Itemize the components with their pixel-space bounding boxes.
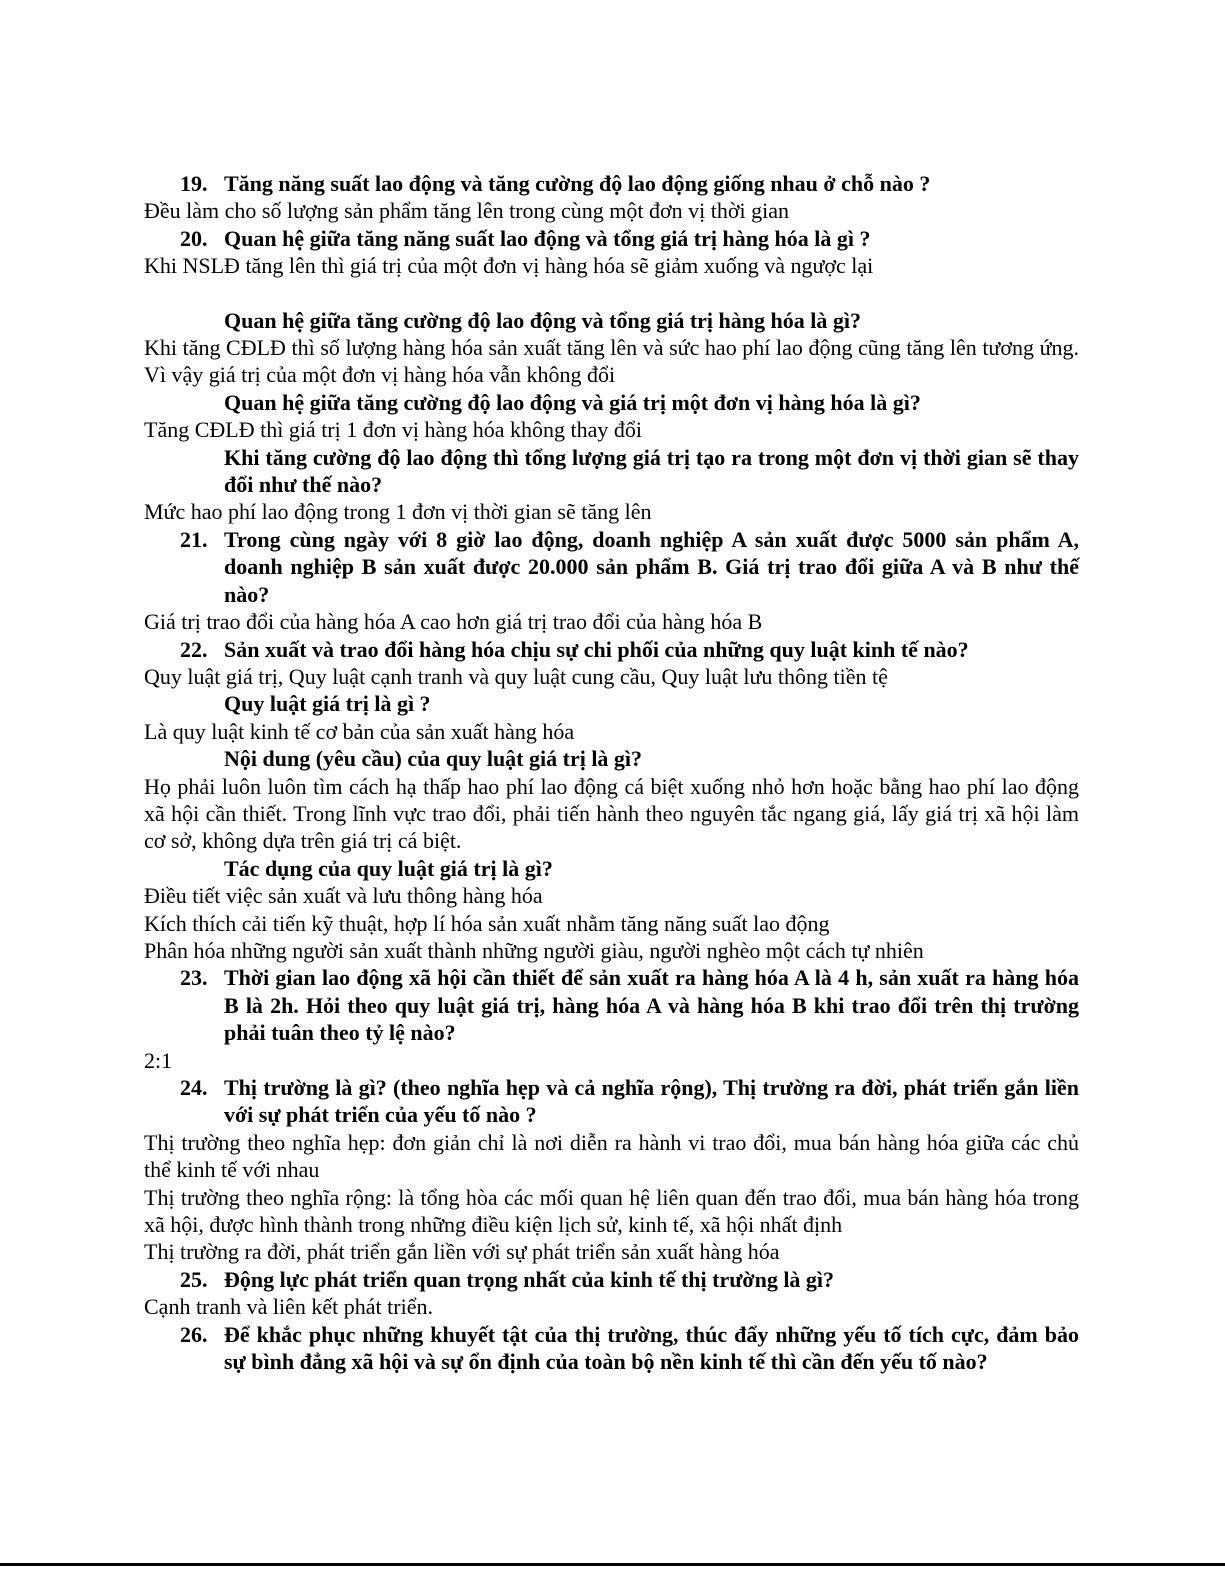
blank-line xyxy=(144,280,1079,307)
answer xyxy=(144,773,1079,855)
question xyxy=(144,389,1079,416)
question-text: Tăng năng suất lao động và tăng cường độ lao động giống nhau ở chỗ nào ? xyxy=(224,171,931,196)
answer-text: Mức hao phí lao động trong 1 đơn vị thời gian sẽ tăng lên xyxy=(144,499,652,525)
answer xyxy=(144,197,1079,224)
question-number: 19. xyxy=(180,171,208,196)
question xyxy=(144,1266,1079,1293)
answer xyxy=(144,334,1079,389)
question xyxy=(144,444,1079,499)
answer xyxy=(144,498,1079,525)
answer xyxy=(144,416,1079,443)
question-text: Để khắc phục những khuyết tật của thị trường, thúc đẩy những yếu tố tích cực, đảm bảo sự bình đẳng xã hội và sự ổn định của toàn bộ nền kinh tế thì cần đến yếu tố nào? xyxy=(224,1321,1079,1375)
question-text: Quy luật giá trị là gì ? xyxy=(224,691,431,717)
question-text: Quan hệ giữa tăng năng suất lao động và tổng giá trị hàng hóa là gì ? xyxy=(224,225,871,251)
question xyxy=(144,745,1079,772)
question xyxy=(144,1321,1079,1376)
question-text: Quan hệ giữa tăng cường độ lao động và giá trị một đơn vị hàng hóa là gì? xyxy=(224,389,921,415)
question-text: Tác dụng của quy luật giá trị là gì? xyxy=(224,855,553,881)
question-text: Thời gian lao động xã hội cần thiết để sản xuất ra hàng hóa A là 4 h, sản xuất ra hàng hóa B là 2h. Hỏi theo quy luật giá trị, hàng hóa A và hàng hóa B khi trao đổi trên thị trường phải tuân theo tỷ lệ nào? xyxy=(224,965,1079,1046)
answer-text: Quy luật giá trị, Quy luật cạnh tranh và quy luật cung cầu, Quy luật lưu thông tiền tệ xyxy=(144,663,888,689)
question-number: 20. xyxy=(180,225,208,251)
answer xyxy=(144,608,1079,635)
question-number: 23. xyxy=(180,965,208,991)
question-text: Động lực phát triển quan trọng nhất của kinh tế thị trường là gì? xyxy=(224,1266,835,1292)
question xyxy=(144,636,1079,663)
question xyxy=(144,526,1079,608)
question-number: 26. xyxy=(180,1321,208,1347)
question-number: 22. xyxy=(180,636,208,662)
answer xyxy=(144,1129,1079,1184)
answer xyxy=(144,937,1079,964)
answer xyxy=(144,882,1079,909)
answer-text: Là quy luật kinh tế cơ bản của sản xuất hàng hóa xyxy=(144,718,575,744)
question xyxy=(144,1074,1079,1129)
answer-text: Kích thích cải tiến kỹ thuật, hợp lí hóa sản xuất nhằm tăng năng suất lao động xyxy=(144,910,830,936)
answer xyxy=(144,1047,1079,1074)
answer-text: Khi NSLĐ tăng lên thì giá trị của một đơn vị hàng hóa sẽ giảm xuống và ngược lại xyxy=(144,253,874,279)
question-text: Thị trường là gì? (theo nghĩa hẹp và cả nghĩa rộng), Thị trường ra đời, phát triển gắn liền với sự phát triển của yếu tố nào ? xyxy=(224,1075,1079,1128)
answer xyxy=(144,1184,1079,1239)
answer xyxy=(144,663,1079,690)
question-number: 25. xyxy=(180,1266,208,1292)
question xyxy=(144,307,1079,334)
answer-text: Đều làm cho số lượng sản phẩm tăng lên trong cùng một đơn vị thời gian xyxy=(144,198,790,224)
answer xyxy=(144,910,1079,937)
question-text: Sản xuất và trao đổi hàng hóa chịu sự chi phối của những quy luật kinh tế nào? xyxy=(224,636,969,662)
question-number: 24. xyxy=(180,1075,208,1100)
answer-text: Giá trị trao đổi của hàng hóa A cao hơn giá trị trao đổi của hàng hóa B xyxy=(144,609,763,635)
question xyxy=(144,964,1079,1046)
answer-text: Phân hóa những người sản xuất thành những người giàu, người nghèo một cách tự nhiên xyxy=(144,937,924,963)
page-bottom-rule xyxy=(0,1563,1225,1566)
answer-text: Điều tiết việc sản xuất và lưu thông hàng hóa xyxy=(144,883,543,909)
question xyxy=(144,855,1079,882)
answer xyxy=(144,1238,1079,1265)
question xyxy=(144,170,1079,197)
question-text: Khi tăng cường độ lao động thì tổng lượng giá trị tạo ra trong một đơn vị thời gian sẽ thay đổi như thế nào? xyxy=(224,444,1079,498)
answer-text: Tăng CĐLĐ thì giá trị 1 đơn vị hàng hóa không thay đổi xyxy=(144,417,643,443)
answer-text: Khi tăng CĐLĐ thì số lượng hàng hóa sản xuất tăng lên và sức hao phí lao động cũng tăng lên tương ứng. Vì vậy giá trị của một đơn vị hàng hóa vẫn không đổi xyxy=(144,335,1079,388)
question-text: Nội dung (yêu cầu) của quy luật giá trị là gì? xyxy=(224,746,643,772)
answer-text: Thị trường theo nghĩa rộng: là tổng hòa các mối quan hệ liên quan đến trao đổi, mua bán hàng hóa trong xã hội, được hình thành trong những điều kiện lịch sử, kinh tế, xã hội nhất định xyxy=(144,1184,1079,1238)
answer-text: Thị trường ra đời, phát triển gắn liền với sự phát triển sản xuất hàng hóa xyxy=(144,1239,780,1265)
answer-text: Thị trường theo nghĩa hẹp: đơn giản chỉ là nơi diễn ra hành vi trao đổi, mua bán hàng hóa giữa các chủ thể kinh tế với nhau xyxy=(144,1129,1079,1183)
answer xyxy=(144,252,1079,279)
question xyxy=(144,690,1079,717)
answer-text: 2:1 xyxy=(144,1047,173,1073)
question-text: Quan hệ giữa tăng cường độ lao động và tổng giá trị hàng hóa là gì? xyxy=(224,307,861,333)
answer xyxy=(144,1293,1079,1320)
question-text: Trong cùng ngày với 8 giờ lao động, doanh nghiệp A sản xuất được 5000 sản phẩm A, doanh nghiệp B sản xuất được 20.000 sản phẩm B. Giá trị trao đổi giữa A và B như thế nào? xyxy=(224,526,1079,607)
document-body xyxy=(144,170,1079,1375)
answer-text: Cạnh tranh và liên kết phát triển. xyxy=(144,1294,433,1320)
question-number: 21. xyxy=(180,526,208,552)
question xyxy=(144,225,1079,252)
answer-text: Họ phải luôn luôn tìm cách hạ thấp hao phí lao động cá biệt xuống nhỏ hơn hoặc bằng hao phí lao động xã hội cần thiết. Trong lĩnh vực trao đổi, phải tiến hành theo nguyên tắc ngang giá, lấy giá trị xã hội làm cơ sở, không dựa trên giá trị cá biệt. xyxy=(144,773,1079,854)
answer xyxy=(144,718,1079,745)
